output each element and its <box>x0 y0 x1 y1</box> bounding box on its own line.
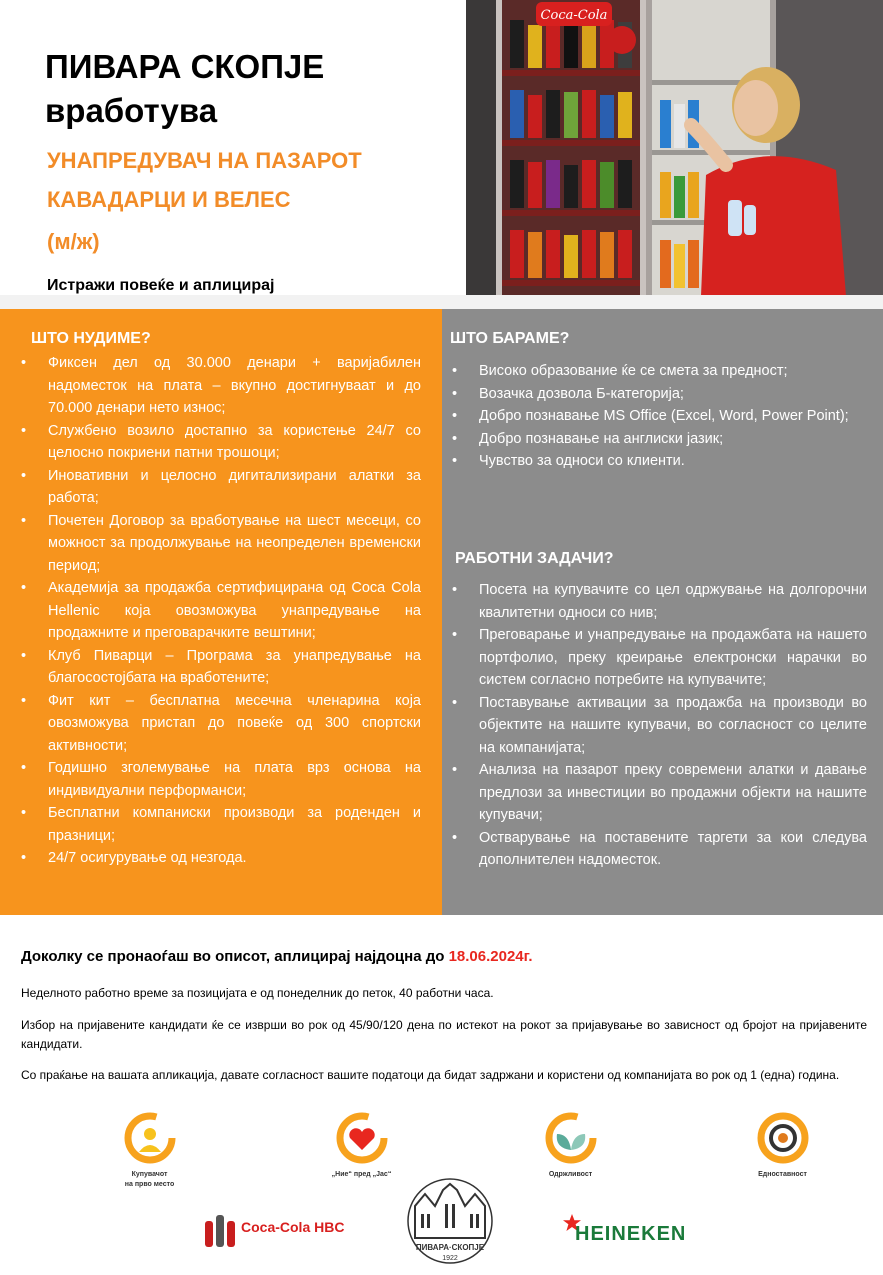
offer-title: ШТО НУДИМЕ? <box>31 330 151 347</box>
value-caption: „Ние“ пред „Јас“ <box>331 1171 392 1178</box>
heineken-text: HEINEKEN <box>575 1223 687 1245</box>
working-hours-text: Неделното работно време за позицијата е од понеделник до петок, 40 работни часа. <box>21 986 494 1000</box>
requirements-title: ШТО БАРАМЕ? <box>450 330 570 347</box>
deadline-line <box>21 948 533 965</box>
hands-heart-icon <box>332 1112 392 1164</box>
explore-apply-link[interactable]: Истражи повеќе и аплицирај <box>47 277 275 294</box>
list-item: • Анализа на пазарот преку современи алатки и давање предлози за инвестиции во продажни објекти на нашите купувачи; <box>452 759 867 827</box>
leaves-icon <box>541 1112 601 1164</box>
list-item: • Иновативни и целосно дигитализирани алатки за работа; <box>21 465 421 510</box>
offer-list <box>21 352 421 870</box>
header-photo <box>466 0 883 296</box>
target-icon <box>753 1112 813 1164</box>
header-title-line1: ПИВАРА СКОПЈЕ <box>45 48 325 85</box>
value-caption: Купувачот <box>131 1171 168 1178</box>
list-item: • Академија за продажба сертифицирана од Coca Cola Hellenic која овозможува унапредување на продажните и преговарачките вештини; <box>21 577 421 645</box>
list-item: • Остварување на поставените таргети за кои следува дополнителен надоместок. <box>452 827 867 872</box>
value-we-before-i <box>324 1112 399 1179</box>
list-item: • Службено возило достапно за користење 24/7 со целосно покриени патни трошоци; <box>21 420 421 465</box>
list-item: • Годишно зголемување на плата врз основа на индивидуални перформанси; <box>21 757 421 802</box>
list-item: • Фит кит – бесплатна месечна членарина која овозможува пристап до повеќе од 300 спортски активности; <box>21 690 421 758</box>
pivara-building-icon <box>405 1176 495 1266</box>
requirements-list <box>452 360 867 473</box>
list-item: • Добро познавање на англиски јазик; <box>452 428 867 451</box>
list-item: • Високо образование ќе се смета за предност; <box>452 360 867 383</box>
value-caption: Едноставност <box>758 1171 807 1178</box>
coca-cola-hbc-text: Coca-Cola HBC <box>241 1219 345 1235</box>
tasks-list <box>452 579 867 872</box>
value-customer-first <box>112 1112 187 1189</box>
list-item: • Преговарање и унапредување на продажбата на нашето портфолио, преку креирање електронски нарачки во систем согласно потребите на купувачите; <box>452 624 867 692</box>
coca-cola-hbc-logo <box>203 1211 363 1247</box>
value-caption: на прво место <box>124 1181 175 1188</box>
list-item: • Почетен Договор за вработување на шест месеци, со можност за продолжување на неопределен временски период; <box>21 510 421 578</box>
value-simplicity <box>745 1112 820 1179</box>
pivara-name-text: ПИВАРА·СКОПЈЕ <box>415 1243 485 1252</box>
tasks-title: РАБОТНИ ЗАДАЧИ? <box>455 550 614 567</box>
position-title-line3: (м/ж) <box>47 229 100 254</box>
list-item: • Посета на купувачите со цел одржување на долгорочни квалитетни односи со нив; <box>452 579 867 624</box>
selection-text: Избор на пријавените кандидати ќе се изврши во рок од 45/90/120 дена по истекот на рокот за пријавување во зависност од бројот на пријавените кандидати. <box>21 1018 867 1051</box>
list-item: • Фиксен дел од 30.000 денари + варијабилен надоместок на плата – вкупно достигнуваат и до 70.000 денари нето износ; <box>21 352 421 420</box>
list-item: • Бесплатни компаниски производи за роденден и празници; <box>21 802 421 847</box>
position-title-line2: КАВАДАРЦИ И ВЕЛЕС <box>47 187 291 212</box>
offer-section <box>0 309 442 915</box>
pivara-skopje-logo <box>405 1176 495 1266</box>
deadline-text: Доколку се пронаоѓаш во описот, аплицирај најдоцна до <box>21 948 449 965</box>
list-item: • Добро познавање MS Office (Excel, Word, Power Point); <box>452 405 867 428</box>
value-sustainability <box>533 1112 608 1179</box>
header-title-line2: вработува <box>45 92 218 129</box>
requirements-section <box>442 309 883 915</box>
value-caption: Одржливост <box>548 1171 593 1178</box>
consent-text: Со праќање на вашата апликација, давате согласност вашите податоци да бидат задржани и користени од компанијата во рок од 1 (една) година. <box>21 1068 840 1082</box>
fridge-brand-label: Coca-Cola <box>540 8 608 23</box>
list-item: • Клуб Пиварци – Програма за унапредување на благосостојбата на вработените; <box>21 645 421 690</box>
pivara-year-text: 1922 <box>442 1255 458 1262</box>
list-item: • Чувство за односи со клиенти. <box>452 450 867 473</box>
deadline-date: 18.06.2024г. <box>448 948 533 965</box>
position-title-line1: УНАПРЕДУВАЧ НА ПАЗАРОТ <box>47 148 362 173</box>
heineken-logo <box>562 1213 697 1247</box>
customer-icon <box>120 1112 180 1164</box>
list-item: • Поставување активации за продажба на производи во објектите на нашите купувачи, во согласност со целите на компанијата; <box>452 692 867 760</box>
list-item: • Возачка дозвола Б-категорија; <box>452 383 867 406</box>
bottles-icon <box>203 1211 237 1247</box>
list-item: • 24/7 осигурување од незгода. <box>21 847 421 870</box>
header-divider-band <box>0 295 883 309</box>
